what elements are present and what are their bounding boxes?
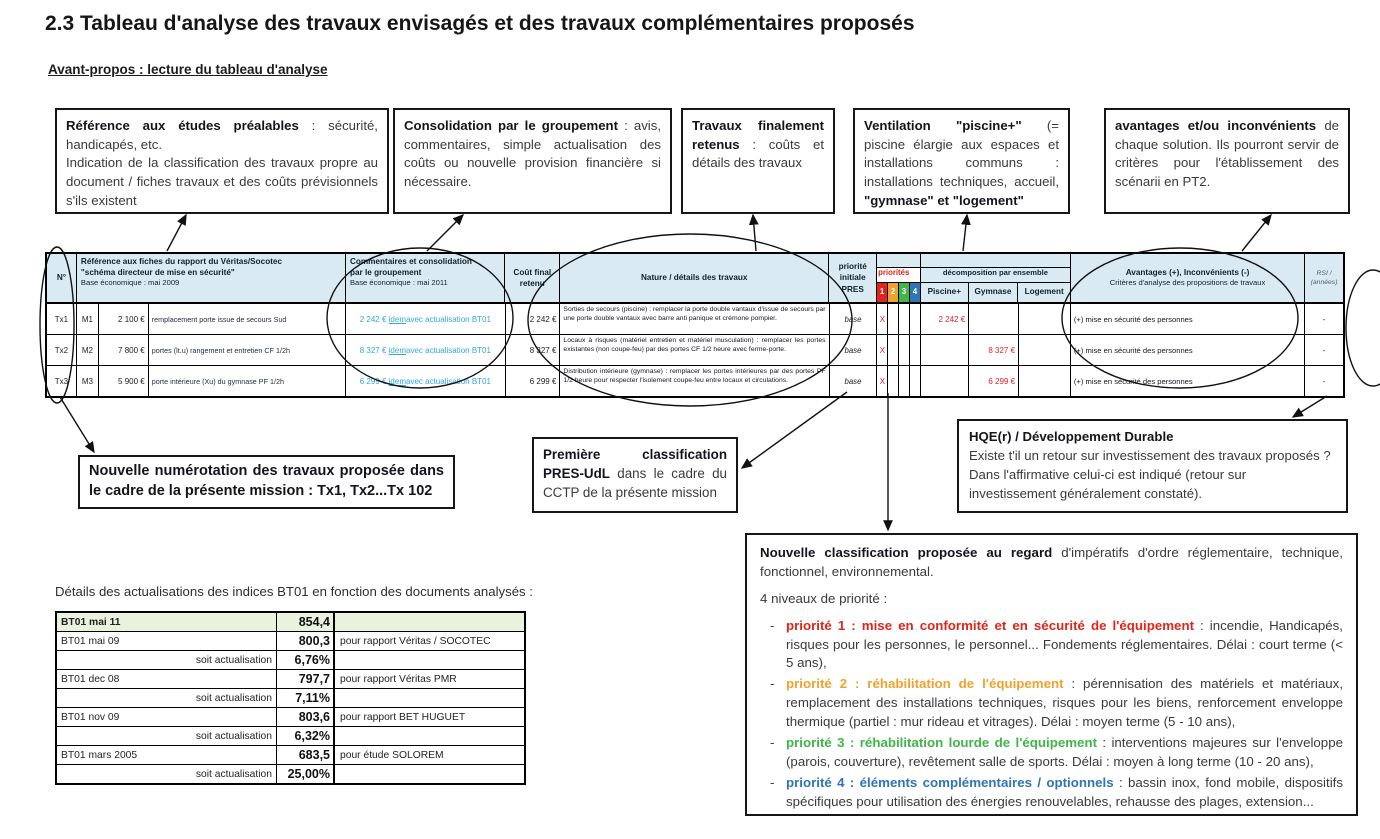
cell-cout-final: 8 327 €	[506, 335, 561, 365]
cell-logement	[1019, 304, 1071, 334]
note-lead: Première classification PRES-UdL	[543, 447, 727, 481]
priorite-1-header: 1	[877, 283, 888, 302]
cell-priorite-pres: base	[830, 304, 878, 334]
bt01-label: soit actualisation	[57, 651, 277, 669]
callout-consolidation	[393, 108, 672, 214]
bt01-table	[55, 611, 526, 785]
bt01-note	[335, 727, 524, 745]
cell-fiche-ref: M3	[77, 366, 99, 396]
callout-text-line2: Indication de la classification des travaux propre au document / fiches travaux et des coûts prévisionnels s'ils existent	[66, 155, 378, 208]
bt01-label: BT01 mai 11	[57, 613, 277, 631]
bt01-value: 7,11%	[277, 689, 335, 707]
priorite-2-header: 2	[888, 283, 899, 302]
bt01-label: soit actualisation	[57, 765, 277, 783]
bt01-label: BT01 mars 2005	[57, 746, 277, 764]
cell-avantages: (+) mise en sécurité des personnes	[1071, 304, 1305, 334]
col-header-cout-final: Coût final retenu	[505, 254, 560, 302]
cell-nature-travaux: Locaux à risques (matériel entretien et matériel musculation) : remplacer les portes existantes (non coupe-feu) par des portes CF 1/2 heure avec ferme-porte.	[560, 335, 829, 365]
arrow-to-premiere-note	[742, 392, 847, 468]
hqe-line1: Existe t'il un retour sur investissement des travaux proposés ?	[969, 448, 1331, 464]
bt01-note: pour rapport Véritas PMR	[340, 673, 457, 685]
bt01-value: 800,3	[277, 632, 335, 650]
cell-priorite-2	[888, 366, 899, 396]
priority-1-item: - priorité 1 : mise en conformité et en sécurité de l'équipement : incendie, Handicapés, risques pour les personnes, le personnel... Fondements réglementaires. Délai : court terme (< 5 ans),	[786, 617, 1343, 674]
bt01-value: 6,32%	[277, 727, 335, 745]
bt01-row	[57, 632, 524, 651]
cell-priorite-pres: base	[830, 335, 878, 365]
bt01-row	[57, 651, 524, 670]
cell-priorite-4	[910, 335, 921, 365]
col-header-avantages: Avantages (+), Inconvénients (-) Critères d'analyse des propositions de travaux	[1071, 254, 1305, 302]
idem-link[interactable]: idem	[388, 345, 406, 355]
callout-lead: Consolidation par le groupement	[404, 118, 618, 133]
idem-link[interactable]: idem	[388, 376, 406, 386]
decomposition-spacer	[921, 254, 1070, 268]
bt01-label: soit actualisation	[57, 689, 277, 707]
bt01-note	[335, 651, 524, 669]
bt01-label: soit actualisation	[57, 727, 277, 745]
note-text: dans le cadre du CCTP de la présente mission	[543, 465, 727, 500]
bt01-note	[335, 765, 524, 783]
cell-gymnase: 6 299 €	[969, 366, 1019, 396]
priorites-numbers	[877, 283, 920, 302]
bt01-row	[57, 670, 524, 689]
classification-levels-intro: 4 niveaux de priorité :	[760, 590, 888, 606]
classification-intro: Nouvelle classification proposée au regard d'impératifs d'ordre réglementaire, technique, fonctionnel, environnemental.	[760, 545, 1343, 579]
ellipse-rsi-column	[1346, 270, 1380, 386]
cell-rsi: -	[1322, 376, 1326, 386]
table-row	[47, 335, 1343, 366]
table-row	[47, 366, 1343, 396]
cell-priorite-2	[888, 304, 899, 334]
cell-tx-number: Tx3	[47, 366, 77, 396]
cell-commentaire: 2 242 € idem avec actualisation BT01	[346, 304, 505, 334]
cell-cout-reference: 5 900 €	[99, 366, 149, 396]
callout-lead: Travaux finalement retenus	[692, 118, 824, 152]
callout-text: : avis, commentaires, simple actualisation des coûts ou nouvelle provision financière si nécessaire.	[404, 118, 661, 190]
cell-avantages: (+) mise en sécurité des personnes	[1071, 366, 1305, 396]
analysis-table-header	[47, 254, 1343, 304]
note-nouvelle-numerotation: Nouvelle numérotation des travaux proposée dans le cadre de la présente mission : Tx1, Tx2...Tx 102	[78, 455, 455, 509]
bt01-note: pour rapport Véritas / SOCOTEC	[340, 635, 491, 647]
page-title: 2.3 Tableau d'analyse des travaux envisagés et des travaux complémentaires proposés	[45, 12, 915, 35]
cell-logement	[1019, 335, 1071, 365]
bt01-label: BT01 nov 09	[57, 708, 277, 726]
cell-priorite-1: X	[877, 335, 888, 365]
callout-text: : sécurité, handicapés, etc.	[66, 118, 378, 152]
cell-priorite-3	[899, 366, 910, 396]
cell-commentaire: 8 327 € idem avec actualisation BT01	[346, 335, 505, 365]
callout-lead: avantages et/ou inconvénients	[1115, 118, 1317, 133]
callout-bold-end: "gymnase" et "logement"	[864, 192, 1024, 208]
note-nouvelle-classification	[745, 533, 1358, 816]
bt01-value: 854,4	[277, 613, 335, 631]
col-header-piscine: Piscine+	[921, 283, 969, 302]
priorite-3-header: 3	[899, 283, 910, 302]
bt01-table-title: Détails des actualisations des indices BT01 en fonction des documents analysés :	[55, 584, 533, 599]
cell-piscine: 2 242 €	[921, 304, 969, 334]
cell-description-reference: portes (lt.u) rangement et entretien CF 1/2h	[149, 335, 346, 365]
arrow-to-reference-callout	[167, 215, 186, 251]
cell-cout-reference: 2 100 €	[99, 304, 149, 334]
bt01-label: BT01 mai 09	[57, 632, 277, 650]
arrow-to-hqe-note	[1293, 396, 1327, 417]
cell-gymnase	[969, 304, 1019, 334]
cell-priorite-4	[910, 304, 921, 334]
priority-4-item: - priorité 4 : éléments complémentaires / optionnels : bassin inox, fond mobile, dispositifs spécifiques pour utilisation des énergies renouvelables, rehausse des plages, extension...	[786, 774, 1343, 812]
col-header-commentaires: Commentaires et consolidation par le groupement Base économique : mai 2011	[346, 254, 505, 302]
cell-gymnase: 8 327 €	[969, 335, 1019, 365]
analysis-table	[45, 252, 1345, 398]
callout-ventilation-piscine	[853, 108, 1070, 214]
col-header-logement: Logement	[1018, 283, 1070, 302]
bt01-label: BT01 dec 08	[57, 670, 277, 688]
cell-cout-final: 2 242 €	[506, 304, 561, 334]
bt01-row	[57, 765, 524, 783]
cell-fiche-ref: M1	[77, 304, 99, 334]
cell-description-reference: remplacement porte issue de secours Sud	[149, 304, 346, 334]
bt01-note	[335, 613, 524, 631]
callout-lead: Référence aux études préalables	[66, 118, 299, 133]
cell-fiche-ref: M2	[77, 335, 99, 365]
priorites-spacer	[877, 254, 920, 268]
callout-text: (= piscine élargie aux espaces et installations communs : installations techniques, accueil,	[864, 118, 1059, 190]
cell-description-reference: porte intérieure (Xu) du gymnase PF 1/2h	[149, 366, 346, 396]
col-header-numero: N°	[47, 254, 77, 302]
cell-priorite-pres: base	[830, 366, 878, 396]
hqe-title: HQE(r) / Développement Durable	[969, 429, 1174, 444]
priority-3-item: - priorité 3 : réhabilitation lourde de l'équipement : interventions majeures sur l'enveloppe (parois, couverture), revêtement salle de sports. Délai : moyen à long terme (10 - 20 ans),	[786, 734, 1343, 772]
arrow-to-avantages-callout	[1242, 215, 1271, 251]
cell-avantages: (+) mise en sécurité des personnes	[1071, 335, 1305, 365]
cell-tx-number: Tx1	[47, 304, 77, 334]
col-header-gymnase: Gymnase	[969, 283, 1019, 302]
idem-link[interactable]: idem	[388, 314, 406, 324]
col-header-rsi-annees: RSI / (années)	[1310, 269, 1338, 286]
col-header-priorite-pres: priorité initiale PRES	[829, 254, 877, 302]
note-premiere-classification	[532, 437, 738, 513]
bt01-note: pour étude SOLOREM	[340, 749, 444, 761]
callout-avantages-inconvenients	[1104, 108, 1350, 214]
bt01-note: pour rapport BET HUGUET	[340, 711, 466, 723]
cell-priorite-3	[899, 304, 910, 334]
bt01-value: 25,00%	[277, 765, 335, 783]
hqe-line2: Dans l'affirmative celui-ci est indiqué (retour sur investissement généralement constaté).	[969, 467, 1247, 502]
cell-priorite-1: X	[877, 366, 888, 396]
bt01-row	[57, 727, 524, 746]
cell-priorite-1: X	[877, 304, 888, 334]
arrow-to-travaux-callout	[753, 215, 756, 251]
cell-priorite-3	[899, 335, 910, 365]
section-subtitle: Avant-propos : lecture du tableau d'analyse	[48, 62, 328, 77]
note-hqe-developpement-durable	[957, 419, 1348, 513]
bt01-row	[57, 708, 524, 727]
bt01-value: 797,7	[277, 670, 335, 688]
col-header-decomposition-group	[921, 254, 1071, 302]
col-header-reference-fiches: Référence aux fiches du rapport du Véritas/Socotec "schéma directeur de mise en sécurité" Base économique : mai 2009	[77, 254, 346, 302]
arrow-to-numerotation-note	[60, 397, 94, 452]
callout-reference-etudes	[55, 108, 389, 214]
cell-piscine	[921, 335, 969, 365]
arrow-to-consolidation-callout	[427, 215, 463, 251]
decomposition-label: décomposition par ensemble	[921, 268, 1070, 283]
col-header-priorites-group	[877, 254, 921, 302]
bt01-value: 683,5	[277, 746, 335, 764]
callout-lead: Ventilation "piscine+"	[864, 118, 1022, 133]
priority-2-item: - priorité 2 : réhabilitation de l'équipement : pérennisation des matériels et matériaux, remplacement des installations techniques, risques pour les biens, renforcement enveloppe thermique (partiel : mur rideau et vitrages). Délai : moyen terme (5 - 10 ans),	[786, 675, 1343, 732]
cell-nature-travaux: Distribution intérieure (gymnase) : remplacer les portes intérieures par des portes PF 1/2 heure pour respecter l'isolement coupe-feu entre locaux et circulations.	[560, 366, 829, 396]
priorite-4-header: 4	[910, 283, 920, 302]
priorites-label: priorités	[877, 268, 920, 283]
cell-commentaire: 6 299 € idem avec actualisation BT01	[346, 366, 505, 396]
cell-nature-travaux: Sorties de secours (piscine) : remplacer la porte double vantaux d'issue de secours par une porte double vantaux avec barre anti panique et crémone pompier.	[560, 304, 829, 334]
bt01-row	[57, 613, 524, 632]
cell-rsi: -	[1322, 314, 1326, 324]
col-header-nature: Nature / détails des travaux	[560, 254, 829, 302]
table-row	[47, 304, 1343, 335]
decomposition-columns	[921, 283, 1070, 302]
callout-text: : coûts et détails des travaux	[692, 136, 824, 171]
cell-logement	[1019, 366, 1071, 396]
cell-piscine	[921, 366, 969, 396]
bt01-row	[57, 689, 524, 708]
bt01-value: 803,6	[277, 708, 335, 726]
arrow-to-ventilation-callout	[963, 215, 967, 251]
bt01-row	[57, 746, 524, 765]
cell-tx-number: Tx2	[47, 335, 77, 365]
cell-priorite-2	[888, 335, 899, 365]
cell-cout-reference: 7 800 €	[99, 335, 149, 365]
cell-priorite-4	[910, 366, 921, 396]
bt01-value: 6,76%	[277, 651, 335, 669]
callout-text: de chaque solution. Ils pourront servir de critères pour l'établissement des scénarii en PT2.	[1115, 118, 1339, 190]
cell-cout-final: 6 299 €	[506, 366, 561, 396]
bt01-note	[335, 689, 524, 707]
callout-travaux-retenus	[681, 108, 835, 214]
cell-rsi: -	[1322, 345, 1326, 355]
